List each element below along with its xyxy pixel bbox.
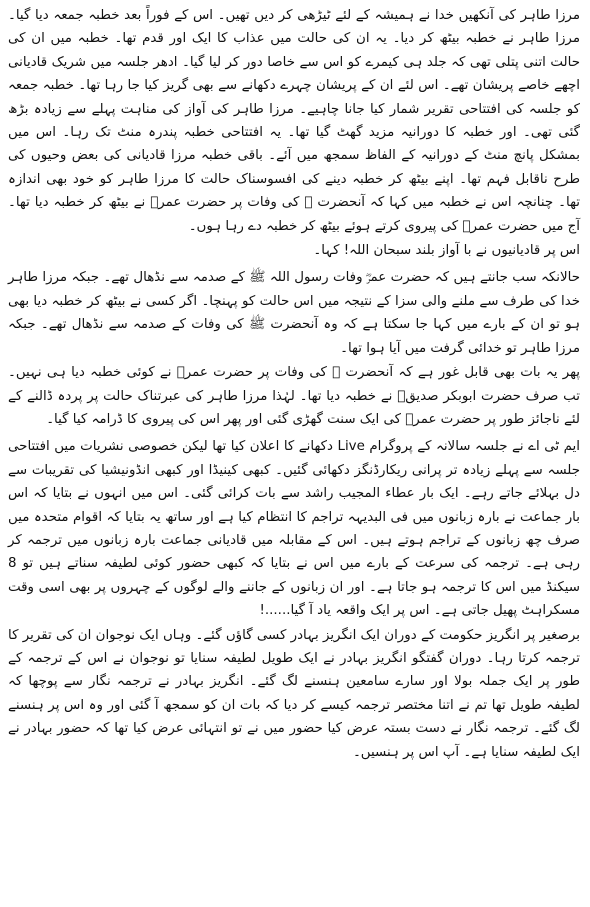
paragraph-hazrat-umar: حالانکہ سب جانتے ہیں کہ حضرت عمرؓ وفات رسول اللہ ﷺ کے صدمہ سے نڈھال تھے۔ جبکہ مرزا طاہر خدا کی طرف سے ملنے والی سزا کے نتیجہ میں اس حالت کو پہنچا۔ اگر کسی نے بیٹھ کر خطبہ دیا بھی ہو تو ان کے بارے میں کہا جا سکتا ہے کہ وہ آنحضرت ﷺ کی وفات کے صدمہ سے نڈھال تھے۔ جبکہ مرزا طاہر تو خدائی گرفت میں آیا ہوا تھا۔ [8,270,580,356]
paragraph-abubakr: پھر یہ بات بھی قابل غور ہے کہ آنحضرت ﷺ کی وفات پر حضرت عمرؓ نے کوئی خطبہ دیا ہی نہیں۔ تب صرف حضرت ابوبکر صدیقؓ نے خطبہ دیا تھا۔ لہٰذا مرزا طاہر کی عبرتناک حالت پر پردہ ڈالنے کے لئے ناجائز طور پر حضرت عمرؓ کی ایک سنت گھڑی گئی اور پھر اس کی پیروی کا ڈرامہ کیا گیا۔ [8,365,580,427]
paragraph-subhanallah: اس پر قادیانیوں نے با آواز بلند سبحان اللہ! کہا۔ [313,243,580,259]
paragraph-mta-live: ایم ٹی اے نے جلسہ سالانہ کے پروگرام Live دکھانے کا اعلان کیا تھا لیکن خصوصی نشریات میں افتتاحی جلسہ سے پہلے زیادہ تر پرانی ریکارڈنگز دکھائی گئیں۔ کبھی کینیڈا اور کبھی انڈونیشیا کی تقریبات سے دل بہلائے جاتے رہے۔ ایک بار عطاء المجیب راشد سے بات کرائی گئی۔ اس میں انہوں نے بتایا کہ اس بار جماعت نے بارہ زبانوں میں فی البدیہہ تراجم کا انتظام کیا ہے اور ساتھ یہ بتایا کہ اقوام متحدہ میں صرف چھ زبانوں کے تراجم ہوتے ہیں۔ اس کے مقابلہ میں قادیانی جماعت بارہ زبانوں میں ترجمہ کر رہی ہے۔ ترجمہ کی سرعت کے بارے میں اس نے بتایا کہ کبھی حضور کوئی لطیفہ سناتے ہیں تو 8 سیکنڈ میں اس کا ترجمہ ہو جاتا ہے۔ اور ان زبانوں کے جاننے والے لوگوں کے چہروں پر بھی اسی وقت مسکراہٹ پھیل جاتی ہے۔ اس پر ایک واقعہ یاد آ گیا......! [8,439,580,619]
paragraph-khutba: مرزا طاہر کی آنکھیں خدا نے ہمیشہ کے لئے ٹیڑھی کر دیں تھیں۔ اس کے فوراً بعد خطبہ جمعہ دیا گیا۔ مرزا طاہر نے خطبہ بیٹھ کر دیا۔ یہ ان کی حالت میں عذاب کا ایک اور قدم تھا۔ خطبہ میں ان کی حالت اتنی پتلی تھی کہ جلد ہی کیمرے کو اس سے خاصا دور کر لیا گیا۔ ادھر جلسہ میں شریک قادیانی اچھے خاصے پریشان تھے۔ اس لئے ان کے پریشان چہرے دکھانے سے بھی گریز کیا جا رہا تھا۔ خطبہ جمعہ کو جلسہ کی افتتاحی تقریر شمار کیا جانا چاہیے۔ مرزا طاہر کی آواز کی مناہت پہلے سے زیادہ بڑھ گئی تھی۔ اور خطبہ کا دورانیہ مزید گھٹ گیا تھا۔ یہ افتتاحی خطبہ پندرہ منٹ تک رہا۔ اس میں بمشکل پانچ منٹ کے دورانیہ کے الفاظ سمجھ میں آئے۔ باقی خطبہ مرزا قادیانی کی بعض وحیوں کی طرح ناقابل فہم تھا۔ اپنے بیٹھ کر خطبہ دینے کی افسوسناک حالت کا مرزا طاہر کو خود بھی اندازہ تھا۔ چنانچہ اس نے خطبہ میں کہا کہ آنحضرت ﷺ کی وفات پر حضرت عمرؓ نے بیٹھ کر خطبہ دیا تھا۔ آج میں حضرت عمرؓ کی پیروی کرتے ہوئے بیٹھ کر خطبہ دے رہا ہوں۔ [8,8,580,234]
paragraph-anecdote: برصغیر پر انگریز حکومت کے دوران ایک انگریز بہادر کسی گاؤں گئے۔ وہاں ایک نوجوان ان کی تقریر کا ترجمہ کرتا رہا۔ دوران گفتگو انگریز بہادر نے ایک طویل لطیفہ سنایا تو نوجوان نے اس کے ترجمہ کے طور پر ایک جملہ بولا اور سارے سامعین ہنسنے لگ گئے۔ انگریز بہادر نے ترجمہ نگار سے پوچھا کہ لطیفہ طویل تھا تم نے اتنا مختصر ترجمہ کیسے کر دیا کہ بات ان کو سمجھ آ گئی اور وہ اس پر ہنسنے لگ گئے۔ ترجمہ نگار نے دست بستہ عرض کیا حضور میں نے تو انتہائی عرض کیا تھا کہ حضور بہادر نے ایک لطیفہ سنایا ہے۔ آپ اس پر ہنسیں۔ [8,627,580,760]
